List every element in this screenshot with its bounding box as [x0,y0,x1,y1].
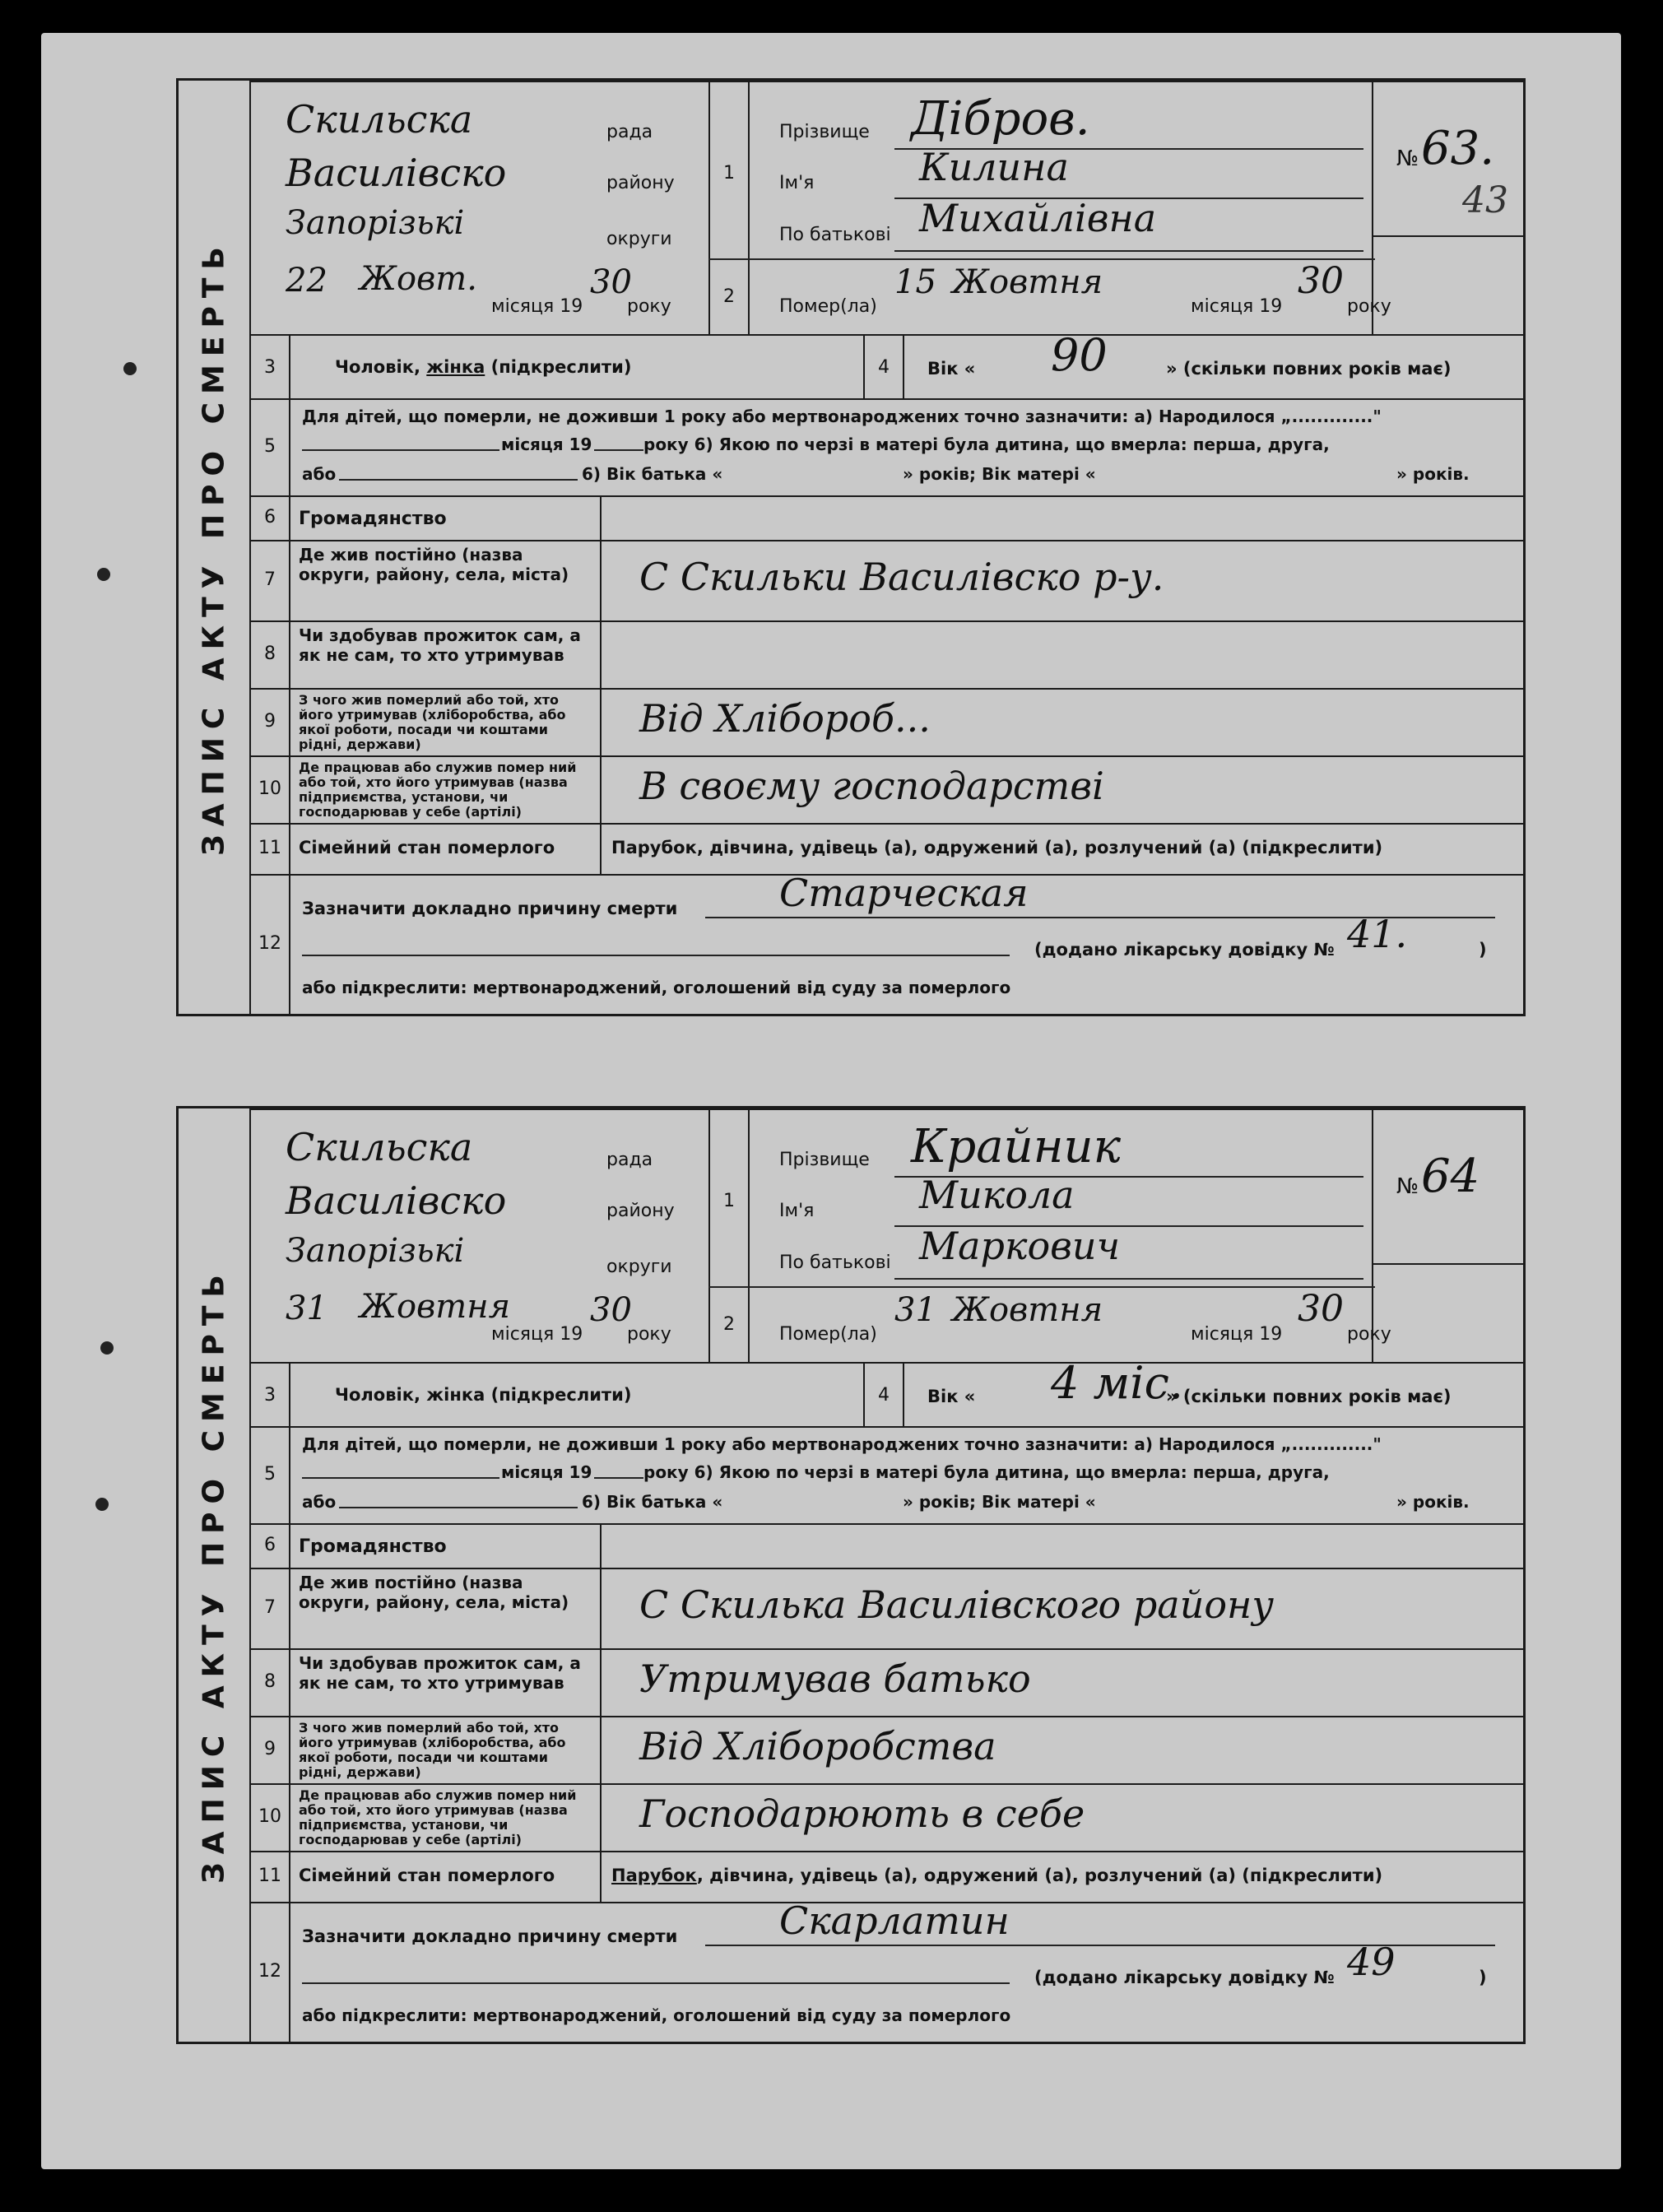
children-line-2: місяця 19 [501,1462,592,1482]
reg-day: 22 [286,262,327,300]
year-label: року [1347,1324,1391,1345]
patronymic-value: Маркович [919,1224,1121,1268]
patronymic-label: По батькові [779,225,891,245]
children-line-2b: року 6) Якою по черзі в матері була дитина, що вмерла: перша, друга, [643,1462,1330,1482]
reg-month: Жовтня [360,1288,511,1326]
row-10-label: Де працював або служив помер ний або той, хто його утримував (назва підприємства, установи, чи господарював у себе (артілі) [299,1787,577,1847]
row-6-label: Громадянство [299,1536,447,1557]
patronymic-value: Михайлівна [919,196,1157,240]
children-line-1: Для дітей, що померли, не доживши 1 року або мертвонароджених точно зазначити: а) Народилося „............." [302,1434,1382,1454]
year-label: року [627,296,671,317]
okrug-label: округи [606,229,672,249]
row-number: 1 [723,1191,735,1211]
rada-value: Скильска [286,1125,473,1169]
death-day: 15 [894,263,936,301]
died-label: Помер(ла) [779,296,877,317]
punch-hole [95,1498,109,1511]
okrug-label: округи [606,1257,672,1277]
row-10-value: В своєму господарстві [639,764,1104,808]
name-value: Килина [919,145,1069,189]
age-note: » (скільки повних років має) [1166,1387,1452,1406]
children-line-3a: або [302,1492,337,1512]
cause-label: Зазначити докладно причину смерти [302,1926,678,1946]
children-line-2b: року 6) Якою по черзі в матері була дитина, що вмерла: перша, друга, [643,434,1330,454]
name-label: Ім'я [779,1201,815,1221]
cert-label: (додано лікарську довідку № [1034,1968,1335,1987]
row-7-label: Де жив постійно (назва округи, району, села, міста) [299,1573,569,1612]
surname-value: Крайник [911,1120,1122,1173]
death-record-2: ЗАПИС АКТУ ПРО СМЕРТЬ 1 2 Скильска рада Василівско району Запорізькі округи 31 Жовтня місяця 19 30 року Прізвище Крайник Ім'я Микола По батькові Маркович № 64 Помер(ла) 31 Жовтня місяця 19 30 року 3 Чоловік, жінка (підкреслити) 4 Вік « 4 міс. » (скільки повних років має) 5 Для дітей, що померли, не доживши 1 року або мертвонароджених точно зазначити: а) Народилося „............." місяця 19 року 6) Якою по черзі в матері була дитина, що вмерла: перша, друга, або 6) Вік батька « » років; Вік матері « » років. 6 Громадянство 7 Де жив постійно (назва округи, району, села, міста) С Скилька Василівского району 8 Чи здобував прожиток сам, а як не сам, то хто утримував Утримував батько 9 З чого жив померлий або той, хто його утримував (хліборобства, або якої роботи, посади чи коштами рідні, держави) Від Хліборобства 10 Де працював або служив помер ний або той, хто його утримував (назва підприємства, установи, чи господарював у себе (артілі) Господарюють в себе 11 Сімейний стан померлого Парубок, дівчина, удівець (а), одружений (а), розлучений (а) (підкреслити) 12 Зазначити докладно причину смерти Скарлатин (додано лікарську довідку № 49 ) або підкреслити: мертвонароджений, оголошений від суду за померлого [176,1106,1526,2044]
row-number: 2 [723,1314,735,1335]
name-label: Ім'я [779,173,815,193]
number-label: № [1396,1174,1419,1199]
sex-field: Чоловік, жінка (підкреслити) [335,1385,632,1405]
rada-label: рада [606,1150,653,1170]
row-8-label: Чи здобував прожиток сам, а як не сам, то хто утримував [299,625,581,665]
row-number: 2 [723,286,735,307]
cause-label: Зазначити докладно причину смерти [302,899,678,918]
month-label: місяця 19 [491,296,583,317]
death-year: 30 [1298,1288,1344,1330]
reg-day: 31 [286,1290,327,1327]
row-9-value: Від Хлібороб... [639,696,931,741]
children-line-3a: або [302,464,337,484]
children-line-1: Для дітей, що померли, не доживши 1 року або мертвонароджених точно зазначити: а) Народилося „............." [302,407,1382,426]
death-year: 30 [1298,260,1344,302]
row-9-label: З чого жив померлий або той, хто його утримував (хліборобства, або якої роботи, посади чи коштами рідні, держави) [299,692,566,752]
row-9-label: З чого жив померлий або той, хто його утримував (хліборобства, або якої роботи, посади чи коштами рідні, держави) [299,1720,566,1780]
side-title: ЗАПИС АКТУ ПРО СМЕРТЬ [179,81,251,1014]
record-number: 64 [1421,1150,1480,1203]
age-value: 4 міс. [1051,1357,1183,1409]
stillborn-note: або підкреслити: мертвонароджений, оголошений від суду за померлого [302,978,1011,997]
age-label: Вік « [927,359,976,379]
row-7-value: С Скильки Василівско р-у. [639,555,1164,599]
record-number-alt: 43 [1462,179,1508,221]
children-line-3d: » років. [1396,464,1470,484]
year-label: року [627,1324,671,1345]
died-label: Помер(ла) [779,1324,877,1345]
year-label: року [1347,296,1391,317]
patronymic-label: По батькові [779,1252,891,1273]
death-record-1: ЗАПИС АКТУ ПРО СМЕРТЬ 1 2 Скильска рада Василівско району Запорізькі округи 22 Жовт. місяця 19 30 року Прізвище Дібров. Ім'я Килина По батькові Михайлівна № 63. 43 Помер(ла) 15 Жовтня місяця 19 30 року 3 Чоловік, жінка (підкреслити) 4 Вік « 90 » (скільки повних років має) 5 Для дітей, що померли, не доживши 1 року або мертвонароджених точно зазначити: а) Народилося „............." місяця 19 року 6) Якою по черзі в матері була дитина, що вмерла: перша, друга, або 6) Вік батька « » років; Вік матері « » років. 6 Громадянство 7 Де жив постійно (назва округи, району, села, міста) С Скильки Василівско р-у. 8 Чи здобував прожиток сам, а як не сам, то хто утримував 9 З чого жив померлий або той, хто його утримував (хліборобства, або якої роботи, посади чи коштами рідні, держави) Від Хлібороб... 10 Де працював або служив помер ний або той, хто його утримував (назва підприємства, установи, чи господарював у себе (артілі) В своєму господарстві 11 Сімейний стан померлого Парубок, дівчина, удівець (а), одружений (а), розлучений (а) (підкреслити) 12 Зазначити докладно причину смерти Старческая (додано лікарську довідку № 41. ) або підкреслити: мертвонароджений, оголошений від суду за померлого [176,78,1526,1016]
rada-label: рада [606,122,653,142]
sex-field: Чоловік, жінка (підкреслити) [335,357,632,377]
stillborn-note: або підкреслити: мертвонароджений, оголошений від суду за померлого [302,2005,1011,2025]
row-9-value: Від Хліборобства [639,1724,996,1768]
death-month: Жовтня [952,1291,1103,1329]
month-label: місяця 19 [491,1324,583,1345]
children-line-3b: 6) Вік батька « [582,1492,723,1512]
cause-value: Скарлатин [779,1898,1010,1943]
row-7-value: С Скилька Василівского району [639,1582,1275,1627]
reg-year: 30 [590,263,632,301]
rada-value: Скильска [286,97,473,142]
row-6-label: Громадянство [299,509,447,529]
row-7-label: Де жив постійно (назва округи, району, села, міста) [299,545,569,584]
row-number: 1 [723,163,735,184]
marital-options: Парубок, дівчина, удівець (а), одружений (а), розлучений (а) (підкреслити) [611,1866,1383,1885]
children-line-2: місяця 19 [501,434,592,454]
raion-value: Василівско [286,1178,507,1223]
punch-hole [100,1341,114,1355]
month-label: місяця 19 [1191,296,1283,317]
age-label: Вік « [927,1387,976,1406]
age-note: » (скільки повних років має) [1166,359,1452,379]
age-value: 90 [1051,329,1108,381]
death-day: 31 [894,1291,936,1329]
punch-hole [123,362,137,375]
okrug-value: Запорізькі [286,1232,465,1270]
cert-number: 41. [1347,912,1408,956]
surname-value: Дібров. [911,92,1090,146]
record-number: 63. [1421,122,1495,175]
children-line-3c: » років; Вік матері « [903,464,1096,484]
raion-label: району [606,173,675,193]
surname-label: Прізвище [779,1150,870,1170]
cause-value: Старческая [779,871,1029,915]
row-10-label: Де працював або служив помер ний або той, хто його утримував (назва підприємства, установи, чи господарював у себе (артілі) [299,760,577,820]
reg-month: Жовт. [360,260,477,298]
okrug-value: Запорізькі [286,204,465,242]
number-label: № [1396,146,1419,171]
name-value: Микола [919,1173,1075,1217]
death-month: Жовтня [952,263,1103,301]
raion-value: Василівско [286,151,507,195]
reg-year: 30 [590,1291,632,1329]
row-11-label: Сімейний стан померлого [299,838,555,857]
row-10-value: Господарюють в себе [639,1791,1085,1836]
cert-label: (додано лікарську довідку № [1034,940,1335,960]
punch-hole [97,568,110,581]
row-8-label: Чи здобував прожиток сам, а як не сам, то хто утримував [299,1653,581,1693]
row-8-value: Утримував батько [639,1657,1031,1701]
surname-label: Прізвище [779,122,870,142]
children-line-3c: » років; Вік матері « [903,1492,1096,1512]
children-line-3d: » років. [1396,1492,1470,1512]
side-title: ЗАПИС АКТУ ПРО СМЕРТЬ [179,1108,251,2042]
month-label: місяця 19 [1191,1324,1283,1345]
children-line-3b: 6) Вік батька « [582,464,723,484]
row-11-label: Сімейний стан померлого [299,1866,555,1885]
raion-label: району [606,1201,675,1221]
cert-number: 49 [1347,1940,1396,1984]
marital-options: Парубок, дівчина, удівець (а), одружений (а), розлучений (а) (підкреслити) [611,838,1383,857]
